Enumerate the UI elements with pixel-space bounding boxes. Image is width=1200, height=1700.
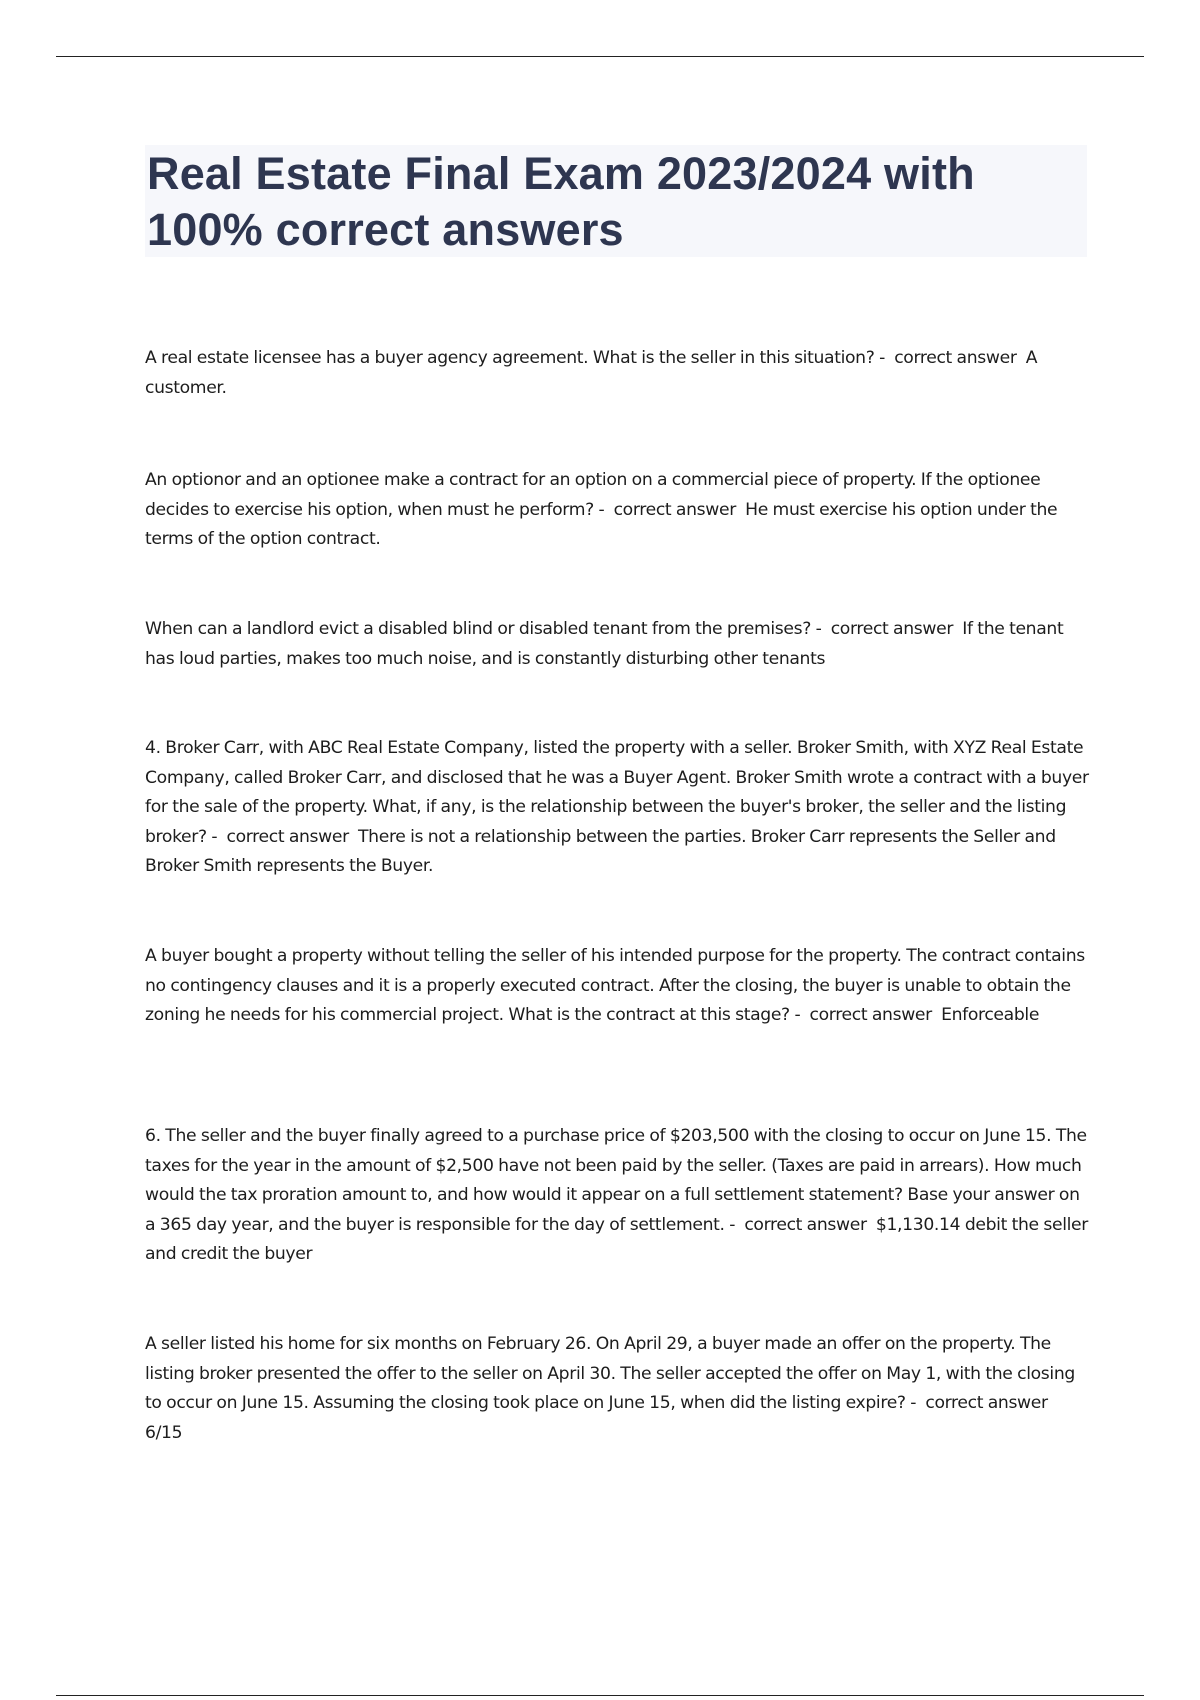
answer-separator: - correct answer: [811, 619, 963, 639]
answer-separator: - correct answer: [905, 1393, 1057, 1413]
answer-separator: - correct answer: [874, 348, 1026, 368]
answer-text: $1,130.14 debit the seller and credit the buyer: [145, 1214, 1093, 1264]
qa-item-1: [145, 344, 1089, 403]
question-text: A seller listed his home for six months on February 26. On April 29, a buyer made an offer on the property. The listing broker presented the offer to the seller on April 30. The seller accepted the offer on May 1, with the closing to occur on June 15. Assuming the closing took place on June 15, when did the listing expire?: [145, 1334, 1080, 1413]
question-text: When can a landlord evict a disabled blind or disabled tenant from the premises?: [145, 619, 812, 639]
footer-rule: [56, 1695, 1144, 1696]
question-text: 6. The seller and the buyer finally agreed to a purchase price of $203,500 with the closing to occur on June 15. The taxes for the year in the amount of $2,500 have not been paid by the seller. (Taxes are paid in arrears). How much would the tax proration amount to, and how would it appear on a full settlement statement? Base your answer on a 365 day year, and the buyer is responsible for the day of settlement.: [145, 1126, 1092, 1235]
answer-separator: - correct answer: [789, 1005, 942, 1025]
answer-text: There is not a relationship between the parties. Broker Carr represents the Seller and Broker Smith represents the Buyer.: [145, 826, 1061, 876]
question-text: A real estate licensee has a buyer agency agreement. What is the seller in this situation?: [145, 348, 875, 368]
qa-item-4: [145, 734, 1094, 882]
question-text: A buyer bought a property without telling the seller of his intended purpose for the property. The contract contains no contingency clauses and it is a properly executed contract. After the closing, the buyer is unable to obtain the zoning he needs for his commercial project. What is the contract at this stage?: [145, 946, 1090, 1025]
answer-text: A customer.: [145, 348, 1042, 398]
answer-separator: - correct answer: [206, 826, 359, 847]
qa-item-6: [145, 1122, 1093, 1270]
title-block: [145, 145, 1087, 257]
question-text: An optionor and an optionee make a contract for an option on a commercial piece of property. If the optionee decides to exercise his option, when must he perform?: [145, 470, 1045, 520]
answer-text: 6/15: [145, 1422, 183, 1443]
document-title: Real Estate Final Exam 2023/2024 with 100% correct answers: [147, 148, 975, 255]
header-rule: [56, 56, 1144, 57]
qa-item-5: [145, 942, 1089, 1031]
qa-item-3: [145, 615, 1089, 674]
answer-text: If the tenant has loud parties, makes too much noise, and is constantly disturbing other tenants: [145, 619, 1068, 669]
answer-separator: - correct answer: [593, 499, 746, 520]
answer-text: Enforceable: [941, 1005, 1040, 1025]
qa-item-7: [145, 1330, 1089, 1448]
answer-text: He must exercise his option under the terms of the option contract.: [145, 499, 1062, 549]
qa-item-2: [145, 466, 1089, 555]
question-text: 4. Broker Carr, with ABC Real Estate Company, listed the property with a seller. Broker Smith, with XYZ Real Estate Company, called Broker Carr, and disclosed that he was a Buyer Agent. Broker Smith wrote a contract with a buyer for the sale of the property. What, if any, is the relationship between the buyer's broker, the seller and the listing broker?: [145, 738, 1094, 847]
answer-separator: - correct answer: [724, 1214, 876, 1235]
